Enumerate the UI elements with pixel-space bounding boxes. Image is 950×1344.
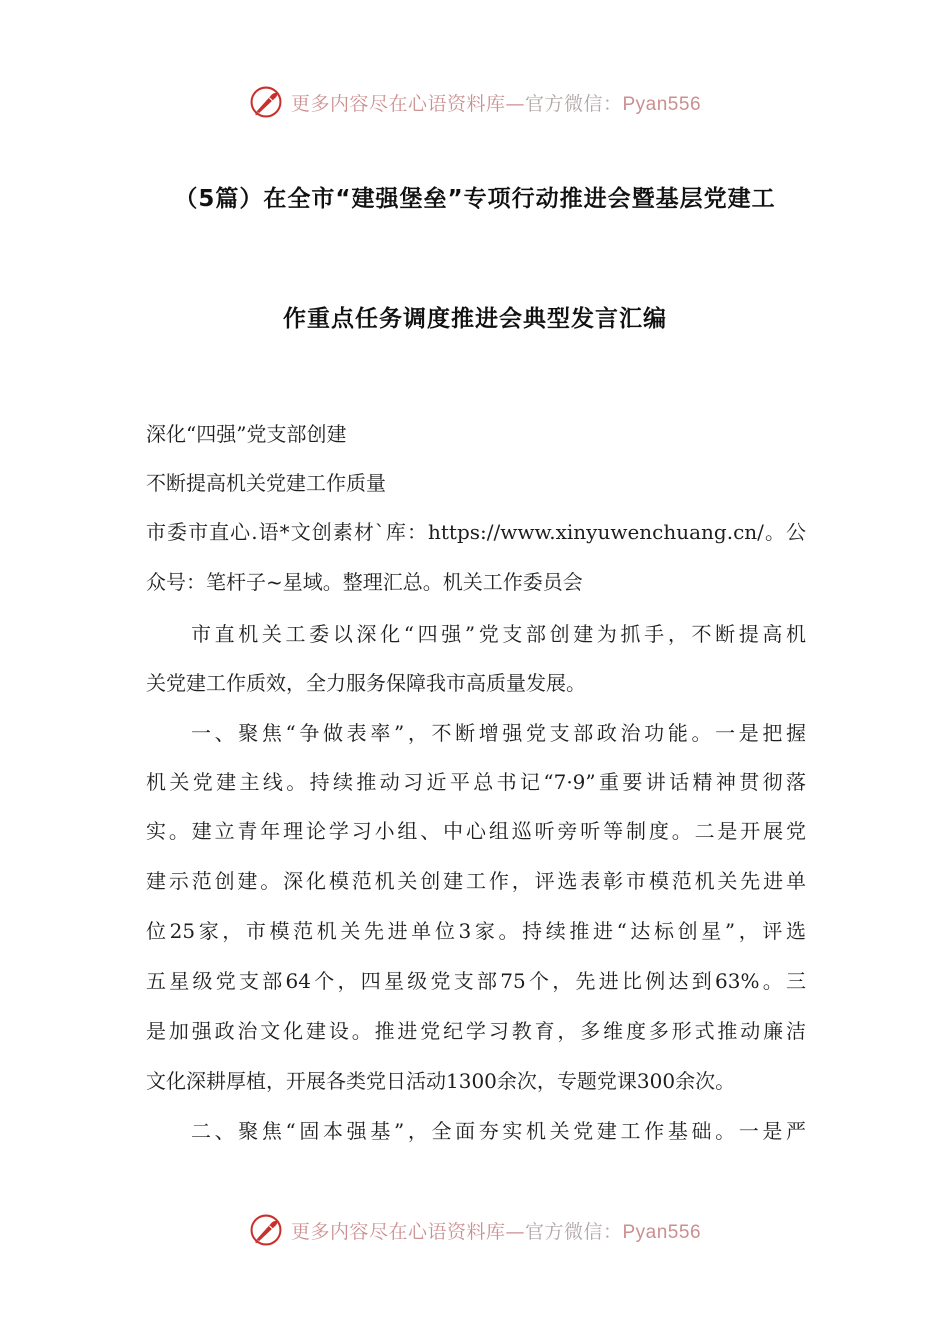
quill-pen-logo-icon — [249, 1213, 283, 1247]
paragraph-line: 一、聚焦“争做表率”，不断增强党支部政治功能。一是把握 — [191, 721, 806, 745]
document-title-line-2: 作重点任务调度推进会典型发言汇编 — [283, 306, 667, 332]
paragraph-line: 是加强政治文化建设。推进党纪学习教育，多维度多形式推动廉洁 — [146, 1019, 806, 1043]
paragraph-line: 文化深耕厚植，开展各类党日活动1300余次，专题党课300余次。 — [146, 1069, 736, 1093]
subtitle-line: 不断提高机关党建工作质量 — [146, 471, 386, 495]
watermark-banner-bottom — [0, 1208, 950, 1252]
paragraph-line: 位25家，市模范机关先进单位3家。持续推进“达标创星”，评选 — [146, 919, 806, 943]
paragraph-line: 关党建工作质效，全力服务保障我市高质量发展。 — [146, 671, 586, 695]
paragraph-line: 市直机关工委以深化“四强”党支部创建为抓手，不断提高机 — [191, 622, 806, 646]
subtitle-line: 深化“四强”党支部创建 — [146, 422, 347, 446]
watermark-text: 更多内容尽在心语资料库—官方微信：Pyan556 — [290, 92, 702, 115]
author-line: 众号：笔杆子~星域。整理汇总。机关工作委员会 — [146, 570, 583, 594]
paragraph-line: 五星级党支部64个，四星级党支部75个，先进比例达到63%。三 — [146, 969, 806, 993]
quill-pen-logo-icon — [249, 85, 283, 119]
document-title-line-1: （5篇）在全市“建强堡垒”专项行动推进会暨基层党建工 — [174, 186, 776, 212]
watermark-banner-top — [0, 80, 950, 124]
paragraph-line: 机关党建主线。持续推动习近平总书记“7·9”重要讲话精神贯彻落 — [146, 770, 806, 794]
paragraph-line: 建示范创建。深化模范机关创建工作，评选表彰市模范机关先进单 — [146, 869, 806, 893]
paragraph-line: 二、聚焦“固本强基”，全面夯实机关党建工作基础。一是严 — [191, 1119, 806, 1143]
paragraph-line: 实。建立青年理论学习小组、中心组巡听旁听等制度。二是开展党 — [146, 819, 806, 843]
watermark-text: 更多内容尽在心语资料库—官方微信：Pyan556 — [290, 1220, 702, 1243]
author-line: 市委市直心.语*文创素材`库：https://www.xinyuwenchuang.cn/。公 — [146, 520, 806, 544]
